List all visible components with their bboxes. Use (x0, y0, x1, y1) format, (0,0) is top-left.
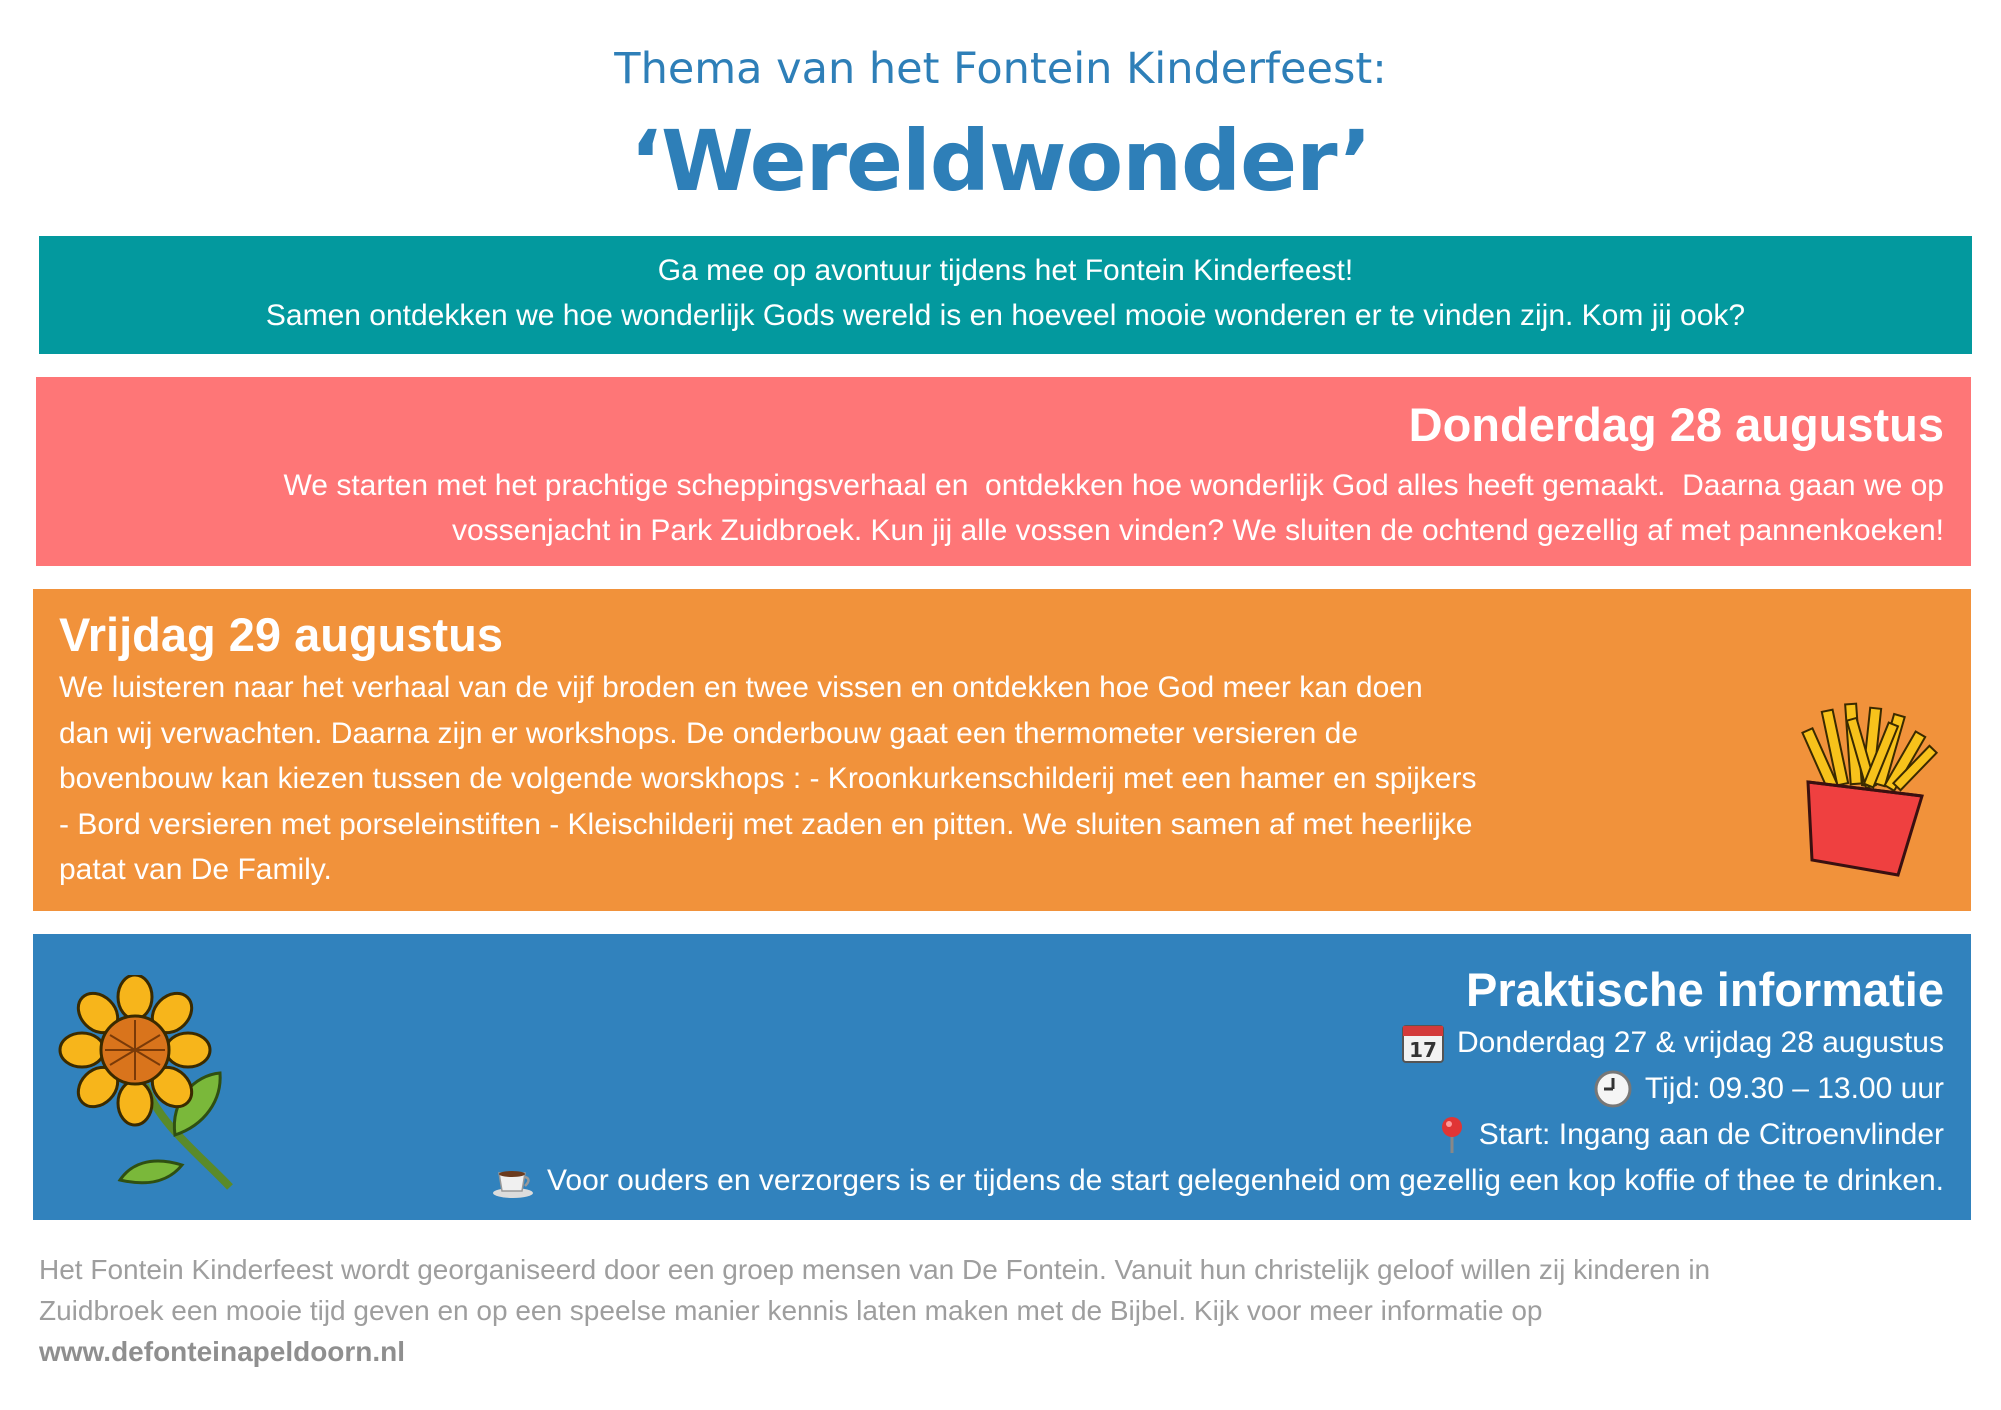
svg-text:17: 17 (1409, 1038, 1437, 1062)
intro-line: Samen ontdekken we hoe wonderlijk Gods wereld is en hoeveel mooie wonderen er te vinden zijn. Kom jij ook? (265, 299, 1746, 332)
date-text: Donderdag 27 & vrijdag 28 augustus (1456, 1026, 1944, 1059)
thursday-text (56, 463, 1944, 553)
friday-section (33, 589, 1971, 911)
location-line (33, 1112, 1944, 1158)
location-text: Start: Ingang aan de Citroenvlinder (1478, 1118, 1944, 1151)
footer-line: Zuidbroek een mooie tijd geven en op een speelse manier kennis laten maken met de Bijbel. Kijk voor meer informatie op (39, 1295, 1543, 1326)
friday-title: Vrijdag 29 augustus (59, 608, 504, 661)
calendar-icon (1401, 1022, 1445, 1064)
time-text: Tijd: 09.30 – 13.00 uur (1644, 1072, 1944, 1105)
time-line (33, 1066, 1944, 1112)
practical-info-section (33, 934, 1971, 1220)
thursday-section (36, 377, 1971, 566)
coffee-line (33, 1158, 1944, 1204)
date-line (33, 1020, 1944, 1066)
theme-title: ‘Wereldwonder’ (630, 112, 1371, 210)
pin-icon (1437, 1115, 1467, 1155)
friday-text-line: We luisteren naar het verhaal van de vijf broden en twee vissen en ontdekken hoe God meer kan doen (59, 671, 1423, 704)
footer-line: Het Fontein Kinderfeest wordt georganiseerd door een groep mensen van De Fontein. Vanuit hun christelijk geloof willen zij kinderen in (39, 1254, 1711, 1285)
coffee-text: Voor ouders en verzorgers is er tijdens de start gelegenheid om gezellig een kop koffie of thee te drinken. (547, 1164, 1944, 1197)
thursday-title: Donderdag 28 augustus (1408, 398, 1944, 451)
intro-line: Ga mee op avontuur tijdens het Fontein Kinderfeest! (657, 254, 1354, 287)
thursday-text-line: We starten met het prachtige scheppingsverhaal en ontdekken hoe wonderlijk God alles heeft gemaakt. Daarna gaan we op (283, 469, 1944, 502)
website-link[interactable]: www.defonteinapeldoorn.nl (39, 1336, 406, 1367)
clock-icon (1593, 1069, 1633, 1109)
friday-text-line: - Bord versieren met porseleinstiften - Kleischilderij met zaden en pitten. We sluiten samen af met heerlijke (59, 807, 1473, 841)
friday-text (59, 665, 1699, 893)
practical-title: Praktische informatie (1465, 963, 1944, 1016)
friday-text-line: dan wij verwachten. Daarna zijn er workshops. De onderbouw gaat een thermometer versieren de (59, 716, 1359, 750)
sunflower-icon (50, 975, 240, 1190)
french-fries-icon (1790, 700, 1950, 880)
intro-banner (39, 236, 1972, 354)
friday-text-line: bovenbouw kan kiezen tussen de volgende worskhops : - Kroonkurkenschilderij met een hamer en spijkers (59, 762, 1477, 795)
footer-note (39, 1249, 1939, 1372)
friday-text-line: patat van De Family. (59, 853, 332, 886)
thursday-text-line: vossenjacht in Park Zuidbroek. Kun jij alle vossen vinden? We sluiten de ochtend gezellig af met pannenkoeken! (451, 514, 1944, 547)
coffee-icon (491, 1163, 535, 1199)
theme-heading: Thema van het Fontein Kinderfeest: (614, 44, 1387, 94)
